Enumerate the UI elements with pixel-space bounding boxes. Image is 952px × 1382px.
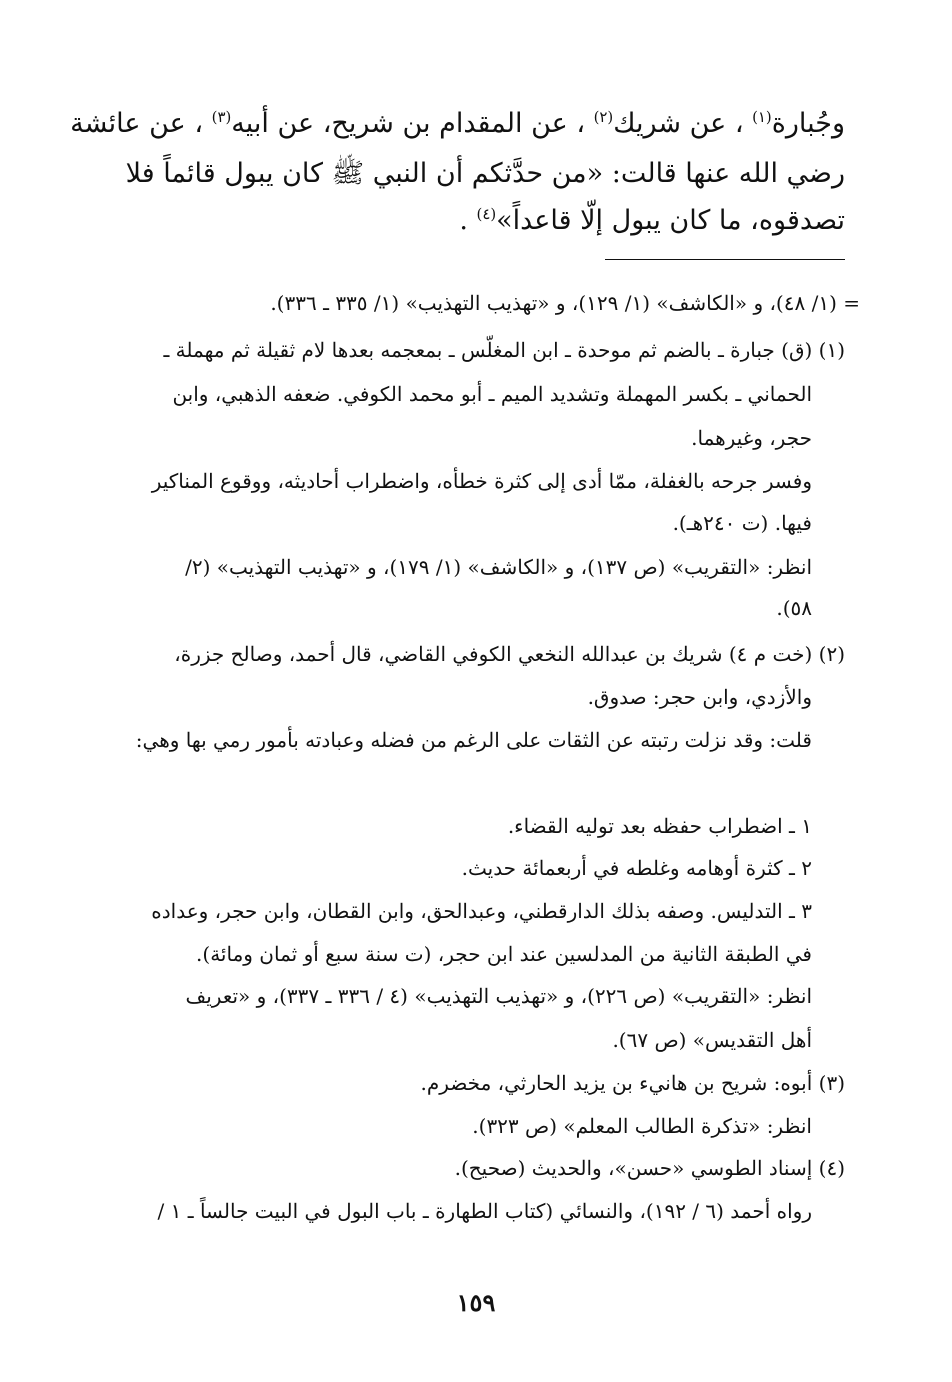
footnote-line: والأزدي، وابن حجر: صدوق. — [587, 685, 812, 709]
footnote-line: فيها. (ت ٢٤٠هـ). — [672, 511, 812, 535]
footnote-line: انظر: «تذكرة الطالب المعلم» (ص ٣٢٣). — [472, 1114, 812, 1138]
footnote-line: (٢) (خت م ٤) شريك بن عبدالله النخعي الكوفي القاضي، قال أحمد، وصالح جزرة، — [174, 642, 845, 666]
page-number: ١٥٩ — [456, 1288, 496, 1317]
footnote-line: أهل التقديس» (ص ٦٧). — [612, 1028, 812, 1052]
footnote-line: = (١/ ٤٨)، و «الكاشف» (١/ ١٢٩)، و «تهذيب التهذيب» (١/ ٣٣٥ ـ ٣٣٦). — [270, 291, 860, 315]
footnote-line: قلت: وقد نزلت رتبته عن الثقات على الرغم من فضله وعبادته بأمور رمي بها وهي: — [135, 728, 812, 752]
footnote-separator — [605, 259, 845, 260]
footnote-line: (٤) إسناد الطوسي «حسن»، والحديث (صحيح). — [454, 1156, 845, 1180]
footnote-line: حجر، وغيرهما. — [691, 426, 812, 450]
main-line: رضي الله عنها قالت: «من حدَّثكم أن النبي ﷺ كان يبول قائماً فلا — [125, 158, 845, 189]
main-line: تصدقوه، ما كان يبول إلّا قاعداً»$^{(٤)}$ . — [459, 205, 845, 236]
footnote-line: انظر: «التقريب» (ص ١٣٧)، و «الكاشف» (١/ ١٧٩)، و «تهذيب التهذيب» (٢/ — [185, 555, 812, 579]
main-line: وجُبارة$^{(١)}$ ، عن شريك$^{(٢)}$ ، عن المقدام بن شريح، عن أبيه$^{(٣)}$ ، عن عائشة — [70, 108, 845, 139]
footnote-line: (٣) أبوه: شريح بن هانيء بن يزيد الحارثي، مخضرم. — [420, 1071, 845, 1095]
footnote-line: (١) (ق) جبارة ـ بالضم ثم موحدة ـ ابن المغلّس ـ بمعجمه بعدها لام ثقيلة ثم مهملة ـ — [163, 338, 845, 362]
footnote-line: ٢ ـ كثرة أوهامه وغلطه في أربعمائة حديث. — [461, 856, 812, 880]
footnote-line: انظر: «التقريب» (ص ٢٢٦)، و «تهذيب التهذيب» (٤ / ٣٣٦ ـ ٣٣٧)، و «تعريف — [185, 984, 812, 1008]
footnote-line: الحماني ـ بكسر المهملة وتشديد الميم ـ أبو محمد الكوفي. ضعفه الذهبي، وابن — [172, 382, 812, 406]
footnote-line: ٣ ـ التدليس. وصفه بذلك الدارقطني، وعبدالحق، وابن القطان، وابن حجر، وعداده — [151, 899, 812, 923]
footnote-line: رواه أحمد (٦ / ١٩٢)، والنسائي (كتاب الطهارة ـ باب البول في البيت جالساً ـ ١ / — [157, 1199, 812, 1223]
footnote-line: في الطبقة الثانية من المدلسين عند ابن حجر، (ت سنة سبع أو ثمان ومائة). — [196, 942, 812, 966]
footnote-line: وفسر جرحه بالغفلة، ممّا أدى إلى كثرة خطأه، واضطراب أحاديثه، ووقوع المناكير — [151, 469, 812, 493]
footnote-line: ٥٨). — [776, 596, 812, 620]
footnote-line: ١ ـ اضطراب حفظه بعد توليه القضاء. — [507, 814, 812, 838]
